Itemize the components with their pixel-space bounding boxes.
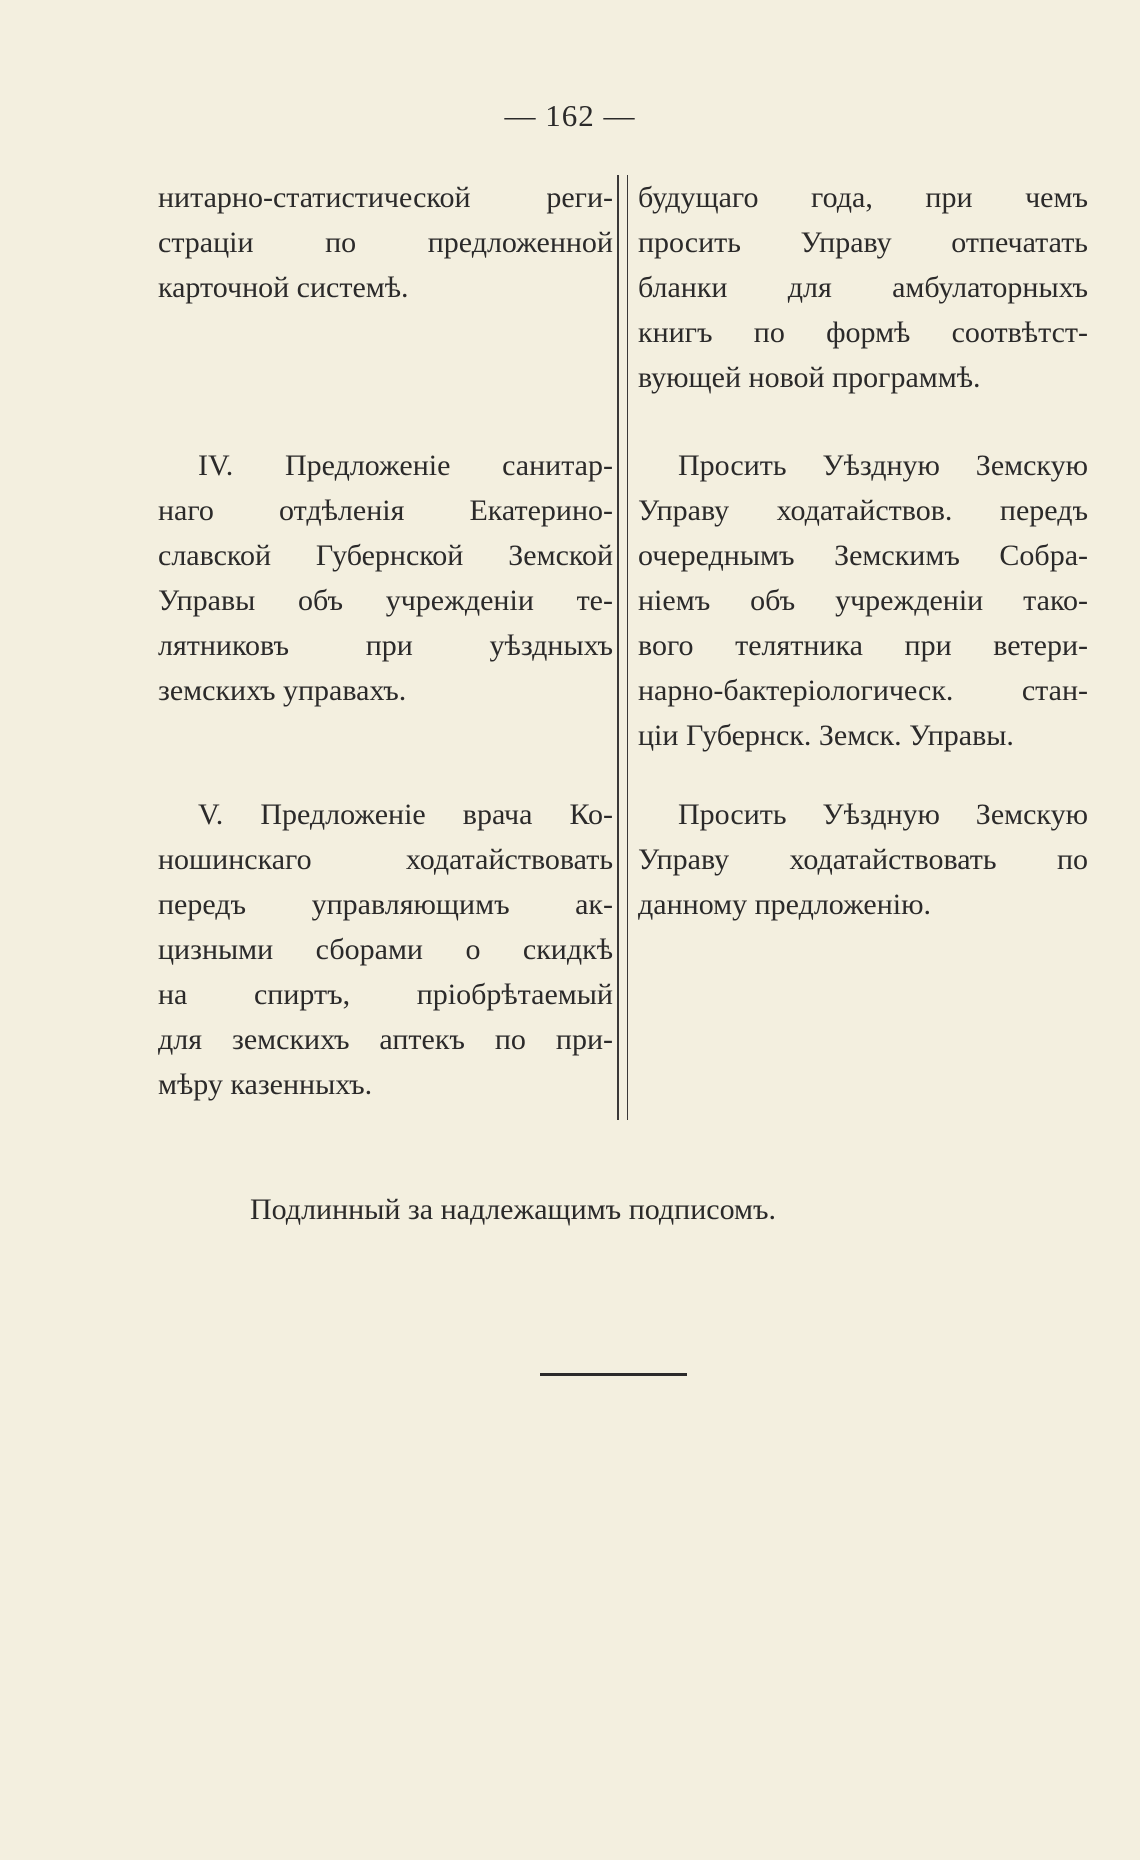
column-divider-thin [627,175,628,1120]
text-line: V. Предложеніе врача Ко- [198,798,613,831]
right-block-continuation [638,175,1088,400]
text-line: цизными сборами о скидкѣ [158,933,613,966]
left-block-item-v [158,792,613,1107]
text-line: нарно-бактеріологическ. стан- [638,674,1088,707]
text-line: Управу ходатайствов. передъ [638,494,1088,527]
text-line: Управу ходатайствовать по [638,843,1088,876]
text-line: славской Губернской Земской [158,539,613,572]
right-block-resolution-iv [638,443,1088,758]
closing-rule [540,1373,687,1376]
text-line: мѣру казенныхъ. [158,1068,373,1101]
right-block-resolution-v [638,792,1088,927]
text-line: книгъ по формѣ соотвѣтст- [638,316,1088,349]
signature-note: Подлинный за надлежащимъ подписомъ. [250,1193,776,1226]
text-line: наго отдѣленія Екатерино- [158,494,613,527]
text-line: ніемъ объ учрежденіи тако- [638,584,1088,617]
text-line: на спиртъ, пріобрѣтаемый [158,978,613,1011]
text-line: карточной системѣ. [158,271,409,304]
text-line: страціи по предложенной [158,226,613,259]
text-line: для земскихъ аптекъ по при- [158,1023,613,1056]
text-line: данному предложенію. [638,888,932,921]
text-line: земскихъ управахъ. [158,674,407,707]
text-line: будущаго года, при чемъ [638,181,1088,214]
left-block-continuation [158,175,613,310]
page-number: — 162 — [504,98,636,133]
text-line: Просить Уѣздную Земскую [678,449,1088,482]
text-line: очереднымъ Земскимъ Собра- [638,539,1088,572]
text-line: лятниковъ при уѣздныхъ [158,629,613,662]
text-line: вующей новой программѣ. [638,361,981,394]
text-line: передъ управляющимъ ак- [158,888,613,921]
text-line: ціи Губернск. Земск. Управы. [638,719,1014,752]
text-line: Управы объ учрежденіи те- [158,584,613,617]
column-divider-thick [617,175,619,1120]
text-line: ношинскаго ходатайствовать [158,843,613,876]
text-line: IV. Предложеніе санитар- [198,449,613,482]
text-line: бланки для амбулаторныхъ [638,271,1088,304]
text-line: просить Управу отпечатать [638,226,1088,259]
text-line: Просить Уѣздную Земскую [678,798,1088,831]
left-block-item-iv [158,443,613,713]
text-line: вого телятника при ветери- [638,629,1088,662]
text-line: нитарно-статистической реги- [158,181,613,214]
